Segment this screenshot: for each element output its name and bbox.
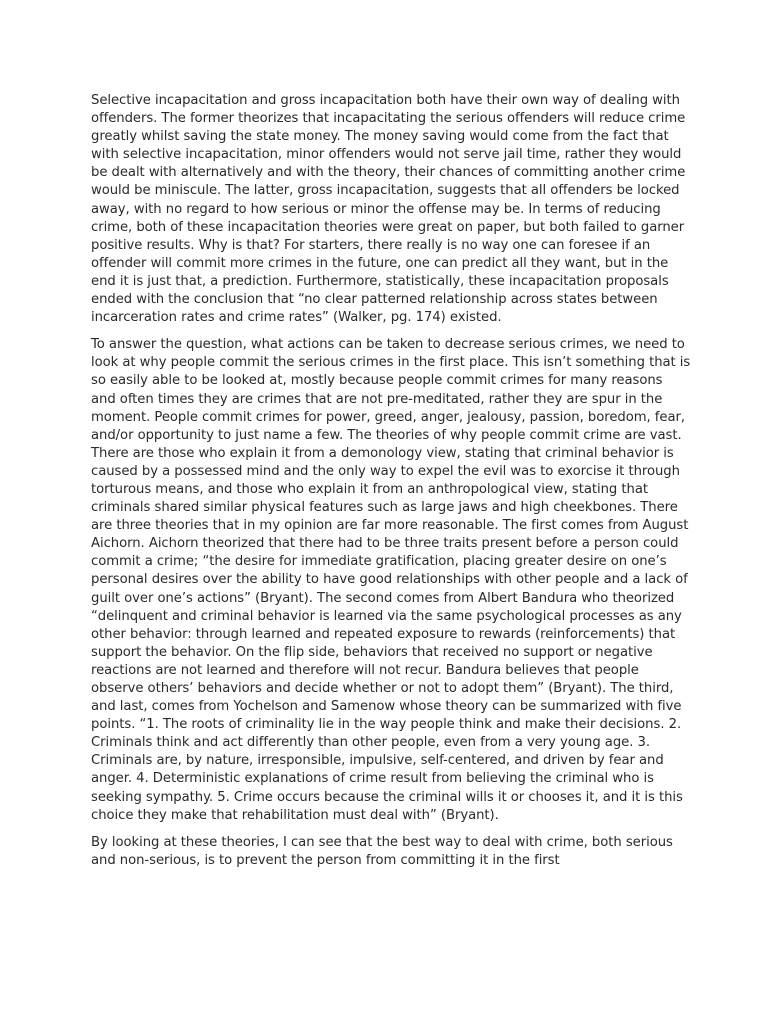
paragraph-prevention: By looking at these theories, I can see that the best way to deal with crime, both serious and non-serious, is to prevent the person from committing it in the first: [91, 834, 673, 868]
paragraph-crime-theories: To answer the question, what actions can be taken to decrease serious crimes, we need to look at why people commit the serious crimes in the first place. This isn’t something that is so easily able to be looked at, mostly because people commit crimes for many reasons and often times they are crimes that are not pre-meditated, rather they are spur in the moment. People commit crimes for power, greed, anger, jealousy, passion, boredom, fear, and/or opportunity to just name a few. The theories of why people commit crime are vast. There are those who explain it from a demonology view, stating that criminal behavior is caused by a possessed mind and the only way to expel the evil was to exorcise it through torturous means, and those who explain it from an anthropological view, stating that criminals shared similar physical features such as large jaws and high cheekbones. There are three theories that in my opinion are far more reasonable. The first comes from August Aichorn. Aichorn theorized that there had to be three traits present before a person could commit a crime; “the desire for immediate gratification, placing greater desire on one’s personal desires over the ability to have good relationships with other people and a lack of guilt over one’s actions” (Bryant). The second comes from Albert Bandura who theorized “delinquent and criminal behavior is learned via the same psychological processes as any other behavior: through learned and repeated exposure to rewards (reinforcements) that support the behavior. On the flip side, behaviors that received no support or negative reactions are not learned and therefore will not recur. Bandura believes that people observe others’ behaviors and decide whether or not to adopt them” (Bryant). The third, and last, comes from Yochelson and Samenow whose theory can be summarized with five points. “1. The roots of criminality lie in the way people think and make their decisions. 2. Criminals think and act differently than other people, even from a very young age. 3. Criminals are, by nature, irresponsible, impulsive, self-centered, and driven by fear and anger. 4. Deterministic explanations of crime result from believing the criminal who is seeking sympathy. 5. Crime occurs because the criminal wills it or chooses it, and it is this choice they make that rehabilitation must deal with” (Bryant).: [91, 337, 691, 823]
document-page: [91, 92, 691, 879]
paragraph-incapacitation: Selective incapacitation and gross incapacitation both have their own way of dealing with offenders. The former theorizes that incapacitating the serious offenders will reduce crime greatly whilst saving the state money. The money saving would come from the fact that with selective incapacitation, minor offenders would not serve jail time, rather they would be dealt with alternatively and with the theory, their chances of committing another crime would be miniscule. The latter, gross incapacitation, suggests that all offenders be locked away, with no regard to how serious or minor the offense may be. In terms of reducing crime, both of these incapacitation theories were great on paper, but both failed to garner positive results. Why is that? For starters, there really is no way one can foresee if an offender will commit more crimes in the future, one can predict all they want, but in the end it is just that, a prediction. Furthermore, statistically, these incapacitation proposals ended with the conclusion that “no clear patterned relationship across states between incarceration rates and crime rates” (Walker, pg. 174) existed.: [91, 93, 686, 326]
